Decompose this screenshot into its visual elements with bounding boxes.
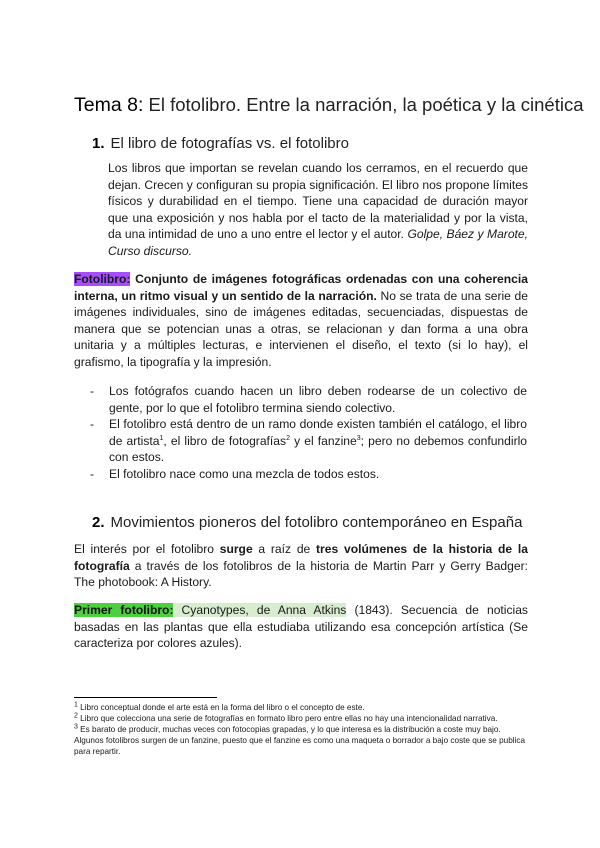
footnote-text: Libro conceptual donde el arte está en la forma del libro o el concepto de este. [77, 703, 365, 712]
footnote-1 [74, 702, 530, 713]
definition-paragraph [74, 271, 528, 370]
section-1-title: El libro de fotografías vs. el fotolibro [110, 135, 349, 152]
list-item [90, 466, 527, 483]
section-2-title: Movimientos pioneros del fotolibro contemporáneo en España [110, 514, 523, 531]
definition-term: Fotolibro: [74, 272, 131, 286]
footnote-ref-2: 2 [286, 434, 290, 442]
bullet-text: y el fanzine [289, 433, 357, 448]
bullet-text: , el libro de fotografías [163, 433, 287, 448]
list-item [90, 416, 527, 466]
footnote-number: 3 [74, 723, 78, 731]
section-1-heading [92, 135, 349, 152]
footnote-ref-3: 3 [356, 434, 361, 442]
paragraph-text: a raíz de [252, 542, 317, 556]
paragraph-text: El interés por el fotolibro [74, 542, 220, 556]
footnote-ref-1: 1 [159, 434, 164, 442]
paragraph-text: (1843). Secuencia de noticias basadas en las plantas que ella estudiaba utilizando esa concepción artística (Se caracteriza por colores azules). [74, 603, 528, 650]
bullet-dash: - [90, 384, 95, 398]
bullet-dash: - [90, 417, 95, 431]
footnote-divider [74, 697, 217, 698]
footnote-text: Es barato de producir, muchas veces con fotocopias grapadas, y lo que interesa es la distribución a coste muy bajo. Algunos fotolibros surgen de un fanzine, puesto que el fanzine es como una maqueta o borrador a bajo coste que se publica para repartir. [74, 725, 526, 756]
definition-text: No se trata de una serie de imágenes individuales, sino de imágenes editadas, secuenciadas, dispuestas de manera que se potencian unas a otras, se relacionan y dan forma a una obra unitaria y a múltiples lecturas, e intervienen el diseño, el texto (si lo hay), el grafismo, la tipografía y la impresión. [74, 288, 528, 369]
footnote-text: Libro que colecciona una serie de fotografías en formato libro pero entre ellas no hay una intencionalidad narrativa. [77, 714, 498, 723]
list-item [90, 383, 527, 416]
quote-paragraph [108, 160, 528, 259]
bullet-dash: - [90, 466, 95, 481]
first-photobook-title: Cyanotypes, de Anna Atkins [173, 603, 347, 617]
paragraph-bold: surge [219, 542, 253, 556]
footnote-2 [74, 713, 530, 724]
footnotes [74, 702, 530, 757]
section-2-number: 2. [92, 514, 105, 531]
bullet-text: ; pero no debemos confundirlo con estos. [109, 433, 528, 464]
first-photobook-term: Primer fotolibro: [74, 603, 174, 617]
section-2-paragraph-2 [74, 602, 528, 652]
bullet-list [90, 383, 527, 482]
section-1-number: 1. [92, 135, 105, 152]
bullet-text: El fotolibro nace como una mezcla de todos estos. [109, 466, 380, 481]
section-2-heading [92, 514, 522, 531]
paragraph-bold: tres volúmenes de la historia de la fotografía [74, 542, 528, 573]
footnote-3 [74, 724, 530, 757]
quote-text: Los libros que importan se revelan cuando los cerramos, en el recuerdo que dejan. Crecen y configuran su propia significación. El libro nos propone límites físicos y durabilidad en el tiempo. Tiene una capacidad de duración mayor que una exposición y nos habla por el tacto de la materialidad y por la vista, da una intimidad de uno a uno entre el lector y el autor. [108, 161, 528, 241]
paragraph-text: a través de los fotolibros de la historia de Martin Parr y Gerry Badger: The photobook: A History. [74, 558, 528, 589]
footnote-number: 2 [74, 712, 78, 720]
definition-bold: Conjunto de imágenes fotográficas ordenadas con una coherencia interna, un ritmo visual y un sentido de la narración. [74, 272, 528, 303]
title-prefix: Tema 8: [74, 94, 144, 116]
section-2-paragraph-1 [74, 541, 528, 591]
footnote-number: 1 [74, 701, 78, 709]
document-title [74, 94, 584, 117]
bullet-text: El fotolibro está dentro de un ramo donde existen también el catálogo, el libro de artista [109, 417, 527, 448]
bullet-text: Los fotógrafos cuando hacen un libro deben rodearse de un colectivo de gente, por lo que el fotolibro termina siendo colectivo. [109, 384, 527, 415]
title-text: El fotolibro. Entre la narración, la poética y la cinética [143, 94, 584, 115]
quote-source: Golpe, Báez y Marote, Curso discurso. [108, 227, 528, 258]
